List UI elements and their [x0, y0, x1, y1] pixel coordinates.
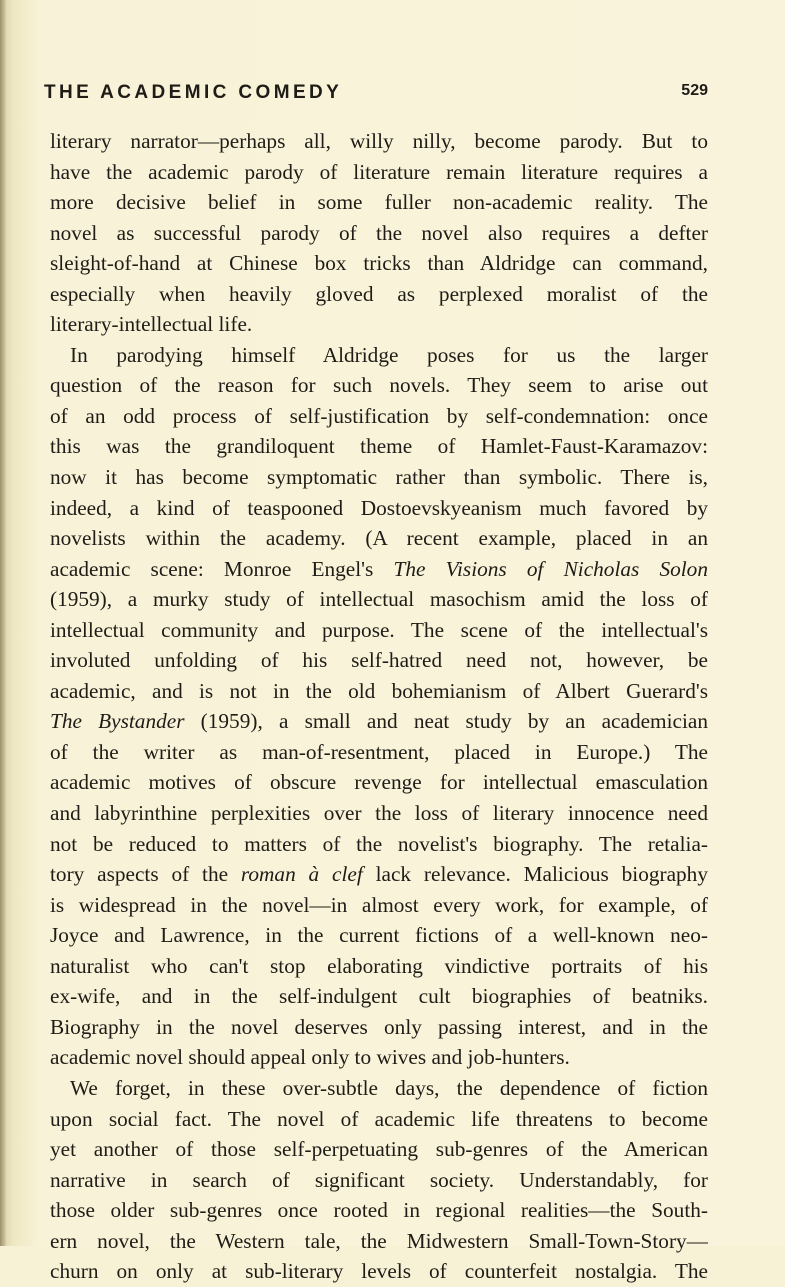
- italic-title: The Bystander: [50, 709, 185, 734]
- text-span: involuted unfolding of his self-hatred need not, however, be: [50, 648, 708, 673]
- text-span: yet another of those self-perpetuating sub-genres of the American: [50, 1137, 708, 1162]
- text-line: [50, 737, 708, 768]
- text-span: and labyrinthine perplexities over the loss of literary innocence need: [50, 801, 708, 826]
- text-span: upon social fact. The novel of academic life threatens to become: [50, 1106, 708, 1131]
- text-span: narrative in search of significant society. Understandably, for: [50, 1167, 708, 1192]
- text-span: churn on only at sub-literary levels of counterfeit nostalgia. The: [50, 1259, 708, 1284]
- text-line: [50, 767, 708, 798]
- text-span: (1959), a murky study of intellectual masochism amid the loss of: [50, 587, 708, 612]
- text-span: of an odd process of self-justification by self-condemnation: once: [50, 403, 708, 428]
- text-line: [50, 309, 708, 340]
- text-line: [50, 1073, 708, 1104]
- text-line: [50, 1104, 708, 1135]
- text-line: [50, 798, 708, 829]
- text-line: [50, 218, 708, 249]
- text-line: [50, 645, 708, 676]
- text-line: [50, 340, 708, 371]
- text-line: [50, 1256, 708, 1287]
- text-line: [50, 1195, 708, 1226]
- text-span: ern novel, the Western tale, the Midwestern Small-Town-Story—: [50, 1228, 708, 1253]
- text-span: We forget, in these over-subtle days, the dependence of fiction: [70, 1075, 708, 1100]
- text-line: [50, 157, 708, 188]
- text-span: academic scene: Monroe Engel's: [50, 556, 394, 581]
- text-span: question of the reason for such novels. They seem to arise out: [50, 373, 708, 398]
- text-span: In parodying himself Aldridge poses for us the larger: [70, 342, 708, 367]
- text-line: [50, 951, 708, 982]
- text-line: [50, 1226, 708, 1257]
- text-line: [50, 523, 708, 554]
- body-text: [50, 126, 708, 1287]
- text-span: not be reduced to matters of the novelist's biography. The retalia-: [50, 831, 708, 856]
- text-line: [50, 187, 708, 218]
- text-line: [50, 370, 708, 401]
- text-span: novel as successful parody of the novel also requires a defter: [50, 220, 708, 245]
- text-line: [50, 554, 708, 585]
- text-span: Biography in the novel deserves only passing interest, and in the: [50, 1014, 708, 1039]
- text-span: academic, and is not in the old bohemianism of Albert Guerard's: [50, 678, 708, 703]
- text-line: [50, 1165, 708, 1196]
- text-line: [50, 431, 708, 462]
- text-span: sleight-of-hand at Chinese box tricks than Aldridge can command,: [50, 251, 708, 276]
- text-span: especially when heavily gloved as perplexed moralist of the: [50, 281, 708, 306]
- text-line: [50, 1012, 708, 1043]
- text-span: more decisive belief in some fuller non-academic reality. The: [50, 190, 708, 215]
- text-span: Joyce and Lawrence, in the current fictions of a well-known neo-: [50, 923, 708, 948]
- text-span: have the academic parody of literature remain literature requires a: [50, 159, 708, 184]
- text-line: [50, 462, 708, 493]
- text-span: novelists within the academy. (A recent example, placed in an: [50, 526, 708, 551]
- text-line: [50, 981, 708, 1012]
- text-span: academic motives of obscure revenge for intellectual emasculation: [50, 770, 708, 795]
- text-line: [50, 1042, 708, 1073]
- italic-title: The Visions of Nicholas Solon: [393, 556, 708, 581]
- running-head-title: THE ACADEMIC COMEDY: [44, 82, 343, 103]
- page-spine-shadow: [0, 0, 6, 1246]
- text-line: [50, 615, 708, 646]
- text-span: those older sub-genres once rooted in regional realities—the South-: [50, 1198, 708, 1223]
- text-span: tory aspects of the: [50, 862, 241, 887]
- text-span: literary-intellectual life.: [50, 312, 253, 337]
- text-span: now it has become symptomatic rather than symbolic. There is,: [50, 465, 708, 490]
- text-span: lack relevance. Malicious biography: [362, 862, 708, 887]
- text-line: [50, 706, 708, 737]
- text-line: [50, 126, 708, 157]
- text-span: naturalist who can't stop elaborating vindictive portraits of his: [50, 953, 708, 978]
- italic-title: roman à clef: [240, 862, 363, 887]
- text-span: (1959), a small and neat study by an academician: [184, 709, 708, 734]
- text-line: [50, 829, 708, 860]
- page-number: 529: [681, 82, 708, 99]
- text-span: this was the grandiloquent theme of Hamlet-Faust-Karamazov:: [50, 434, 708, 459]
- text-span: literary narrator—perhaps all, willy nilly, become parody. But to: [50, 129, 708, 153]
- text-span: academic novel should appeal only to wives and job-hunters.: [50, 1045, 570, 1070]
- text-line: [50, 676, 708, 707]
- text-span: intellectual community and purpose. The scene of the intellectual's: [50, 617, 708, 642]
- running-head: [44, 82, 708, 108]
- text-line: [50, 279, 708, 310]
- text-line: [50, 584, 708, 615]
- text-span: is widespread in the novel—in almost every work, for example, of: [50, 892, 708, 917]
- text-line: [50, 401, 708, 432]
- text-span: indeed, a kind of teaspooned Dostoevskyeanism much favored by: [50, 495, 708, 520]
- text-line: [50, 890, 708, 921]
- text-span: of the writer as man-of-resentment, placed in Europe.) The: [50, 739, 708, 764]
- text-line: [50, 859, 708, 890]
- text-line: [50, 920, 708, 951]
- text-line: [50, 493, 708, 524]
- text-line: [50, 1134, 708, 1165]
- text-line: [50, 248, 708, 279]
- text-span: ex-wife, and in the self-indulgent cult biographies of beatniks.: [50, 984, 708, 1009]
